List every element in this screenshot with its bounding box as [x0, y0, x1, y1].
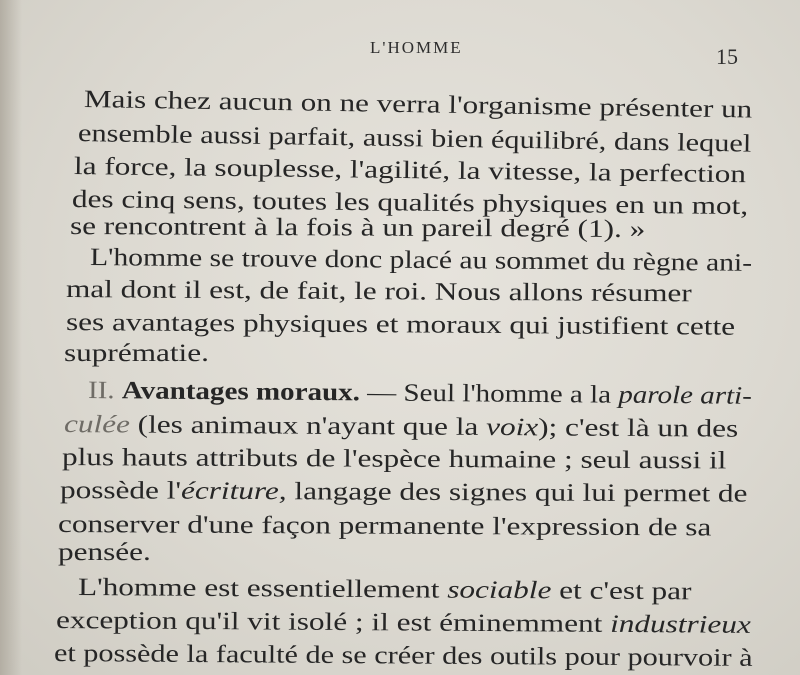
- section-line-6: pensée.: [58, 539, 151, 566]
- para2-line-3: ses avantages physiques et moraux qui justifient cette: [65, 309, 736, 341]
- para2-line-1: L'homme se trouve donc placé au sommet du règne ani-: [89, 244, 753, 277]
- para3-line-1: L'homme est essentiellement sociable et c'est par: [77, 574, 692, 606]
- para3-line-2: exception qu'il vit isolé ; il est éminemment industrieux: [55, 607, 751, 639]
- page-edge-shadow: [0, 0, 22, 675]
- quote-line-4: des cinq sens, toutes les qualités physiques en un mot,: [71, 186, 749, 221]
- para2-line-2: mal dont il est, de fait, le roi. Nous allons résumer: [65, 276, 692, 308]
- quote-line-3: la force, la souplesse, l'agilité, la vitesse, la perfection: [73, 153, 747, 189]
- section-line-4: possède l'écriture, langage des signes qui lui permet de: [59, 477, 748, 508]
- para3-line-3: et possède la faculté de se créer des outils pour pourvoir à: [53, 640, 753, 672]
- section-line-3: plus hauts attributs de l'espèce humaine ; seul aussi il: [61, 444, 727, 475]
- page-number: 15: [716, 44, 738, 69]
- section-line-2: culée (les animaux n'ayant que la voix); c'est là un des: [63, 411, 739, 443]
- quote-line-2: ensemble aussi parfait, aussi bien équilibré, dans lequel: [77, 120, 752, 158]
- running-title: L'HOMME: [370, 38, 463, 57]
- section-line-1: II. Avantages moraux. — Seul l'homme a la parole arti-: [87, 377, 752, 410]
- quote-line-5: se rencontrent à la fois à un pareil degré (1). »: [69, 213, 646, 244]
- section-line-5: conserver d'une façon permanente l'expression de sa: [57, 511, 712, 542]
- section-heading: Avantages moraux.: [121, 377, 361, 407]
- section-number: II.: [87, 377, 115, 405]
- quote-line-1: Mais chez aucun on ne verra l'organisme présenter un: [83, 86, 753, 124]
- para2-line-4: suprématie.: [64, 340, 209, 367]
